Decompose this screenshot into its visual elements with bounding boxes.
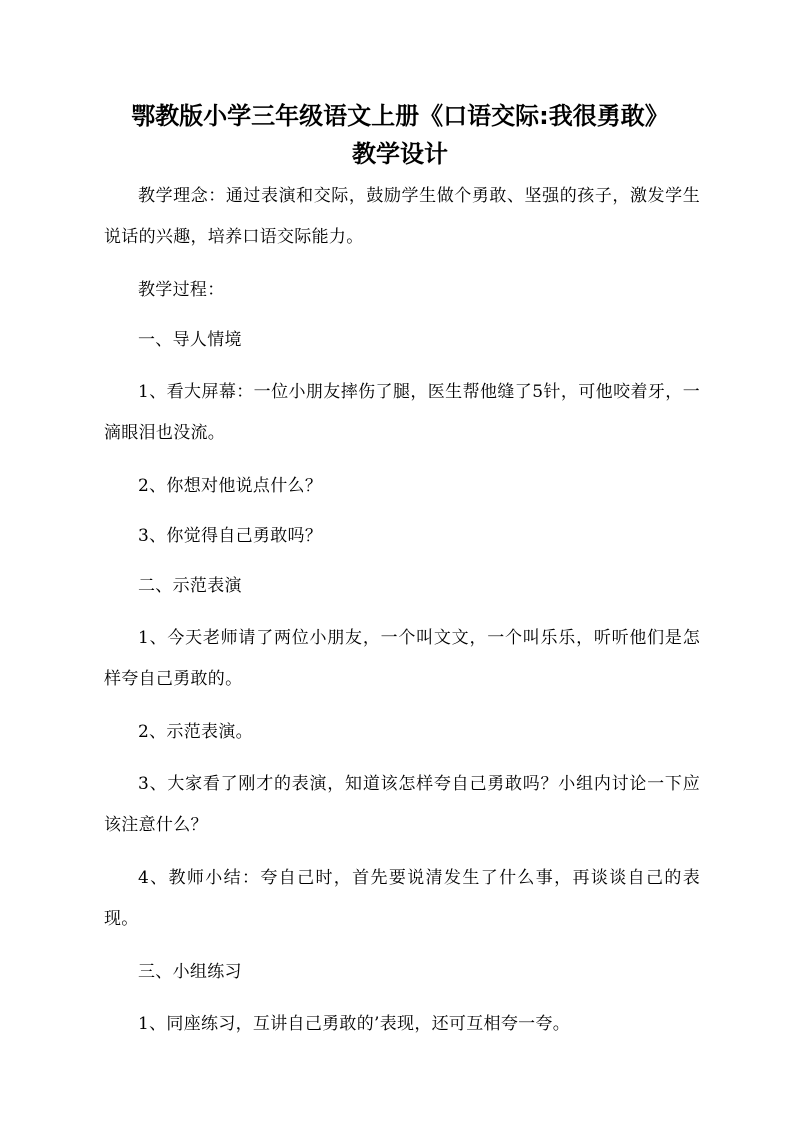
section-heading-1: 一、导人情境 [138, 330, 242, 350]
section-heading-2: 二、示范表演 [138, 576, 242, 596]
list-item: 1、同座练习，互讲自己勇敢的’表现，还可互相夸一夸。 [138, 1014, 571, 1034]
document-title-line2: 教学设计 [352, 140, 448, 168]
list-item: 3、大家看了刚才的表演，知道该怎样夸自己勇敢吗？小组内讨论一下应该注意什么？ [104, 774, 700, 835]
list-item: 1、今天老师请了两位小朋友，一个叫文文，一个叫乐乐，听听他们是怎样夸自己勇敢的。 [104, 628, 700, 689]
paragraph-teaching-concept: 教学理念：通过表演和交际，鼓励学生做个勇敢、坚强的孩子，激发学生说话的兴趣，培养口语交际能力。 [104, 186, 700, 247]
section-heading-3: 三、小组练习 [138, 962, 242, 982]
document-title-line1: 鄂教版小学三年级语文上册《口语交际:我很勇敢》 [131, 102, 669, 130]
paragraph-process-heading: 教学过程： [138, 280, 225, 300]
list-item: 3、你觉得自己勇敢吗？ [138, 526, 323, 546]
list-item: 4、教师小结：夸自己时，首先要说清发生了什么事，再谈谈自己的表现。 [104, 868, 700, 929]
list-item: 1、看大屏幕：一位小朋友摔伤了腿，医生帮他缝了5针，可他咬着牙，一滴眼泪也没流。 [104, 382, 700, 443]
list-item: 2、示范表演。 [138, 722, 253, 742]
list-item: 2、你想对他说点什么？ [138, 476, 323, 496]
